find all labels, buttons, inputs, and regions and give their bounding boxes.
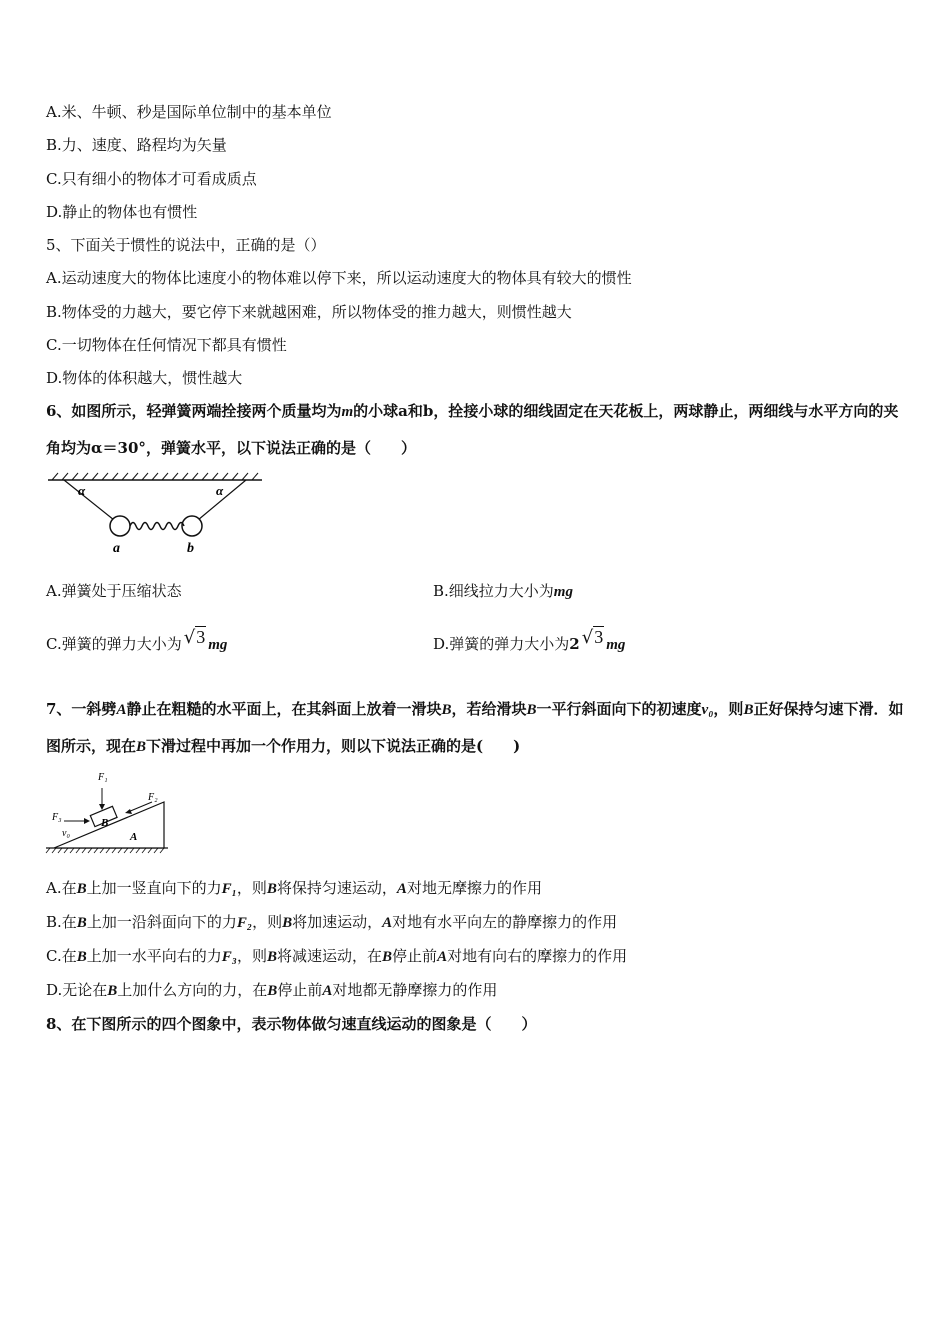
q6-spring-figure: [44, 470, 268, 556]
q7-option-d: D.无论在B上加什么方向的力，在B停止前A对地都无静摩擦力的作用: [46, 981, 498, 999]
label-a: A: [130, 831, 138, 843]
q5-option-b: B.物体受的力越大，要它停下来就越困难，所以物体受的推力越大，则惯性越大: [46, 303, 572, 321]
q7-incline-figure: [44, 766, 174, 856]
sqrt-symbol: √3: [581, 627, 604, 648]
alpha-left-label: α: [78, 483, 86, 498]
q6-stem: 6、如图所示，轻弹簧两端拴接两个质量均为m的小球a和b，拴接小球的细线固定在天花板上，两球静止，两细线与水平方向的夹角均为α＝30°，弹簧水平，以下说法正确的是（ ）: [46, 402, 899, 457]
q7-option-c: C.在B上加一水平向右的力F₃，则B将减速运动，在B停止前A对地有向右的摩擦力的作用: [46, 947, 628, 965]
q7-stem: 7、一斜劈A静止在粗糙的水平面上，在其斜面上放着一滑块B，若给滑块B一平行斜面向下的初速度v₀，则B正好保持匀速下滑．如图所示，现在B下滑过程中再加一个作用力，则以下说法正确的是( ): [46, 700, 904, 755]
q6-option-b: B.细线拉力大小为mg: [433, 582, 573, 600]
q6-option-a: A.弹簧处于压缩状态: [46, 582, 182, 600]
label-f3: F₃: [52, 812, 62, 823]
q5-stem: 5、下面关于惯性的说法中，正确的是（）: [46, 236, 326, 254]
q8-stem: 8、在下图所示的四个图象中，表示物体做匀速直线运动的图象是（ ）: [46, 1015, 537, 1033]
label-v0: v₀: [62, 828, 70, 839]
left-string: [64, 480, 114, 520]
ball-a-label: a: [113, 541, 120, 556]
ball-a: [110, 516, 130, 536]
spring: [130, 523, 184, 530]
q6-option-c: C.弹簧的弹力大小为 √3 mg: [46, 627, 228, 653]
label-f1: F₁: [98, 772, 108, 783]
q4-option-d: D.静止的物体也有惯性: [46, 203, 198, 221]
q7-option-b: B.在B上加一沿斜面向下的力F₂，则B将加速运动，A对地有水平向左的静摩擦力的作用: [46, 913, 618, 931]
alpha-right-label: α: [216, 483, 224, 498]
ball-b: [182, 516, 202, 536]
q5-option-d: D.物体的体积越大，惯性越大: [46, 369, 243, 387]
q6-option-d: D.弹簧的弹力大小为2 √3 mg: [433, 627, 626, 653]
q5-option-c: C.一切物体在任何情况下都具有惯性: [46, 336, 287, 354]
q4-option-a: A.米、牛顿、秒是国际单位制中的基本单位: [46, 103, 332, 121]
q5-option-a: A.运动速度大的物体比速度小的物体难以停下来，所以运动速度大的物体具有较大的惯性: [46, 269, 632, 287]
ball-b-label: b: [187, 541, 194, 556]
q4-option-c: C.只有细小的物体才可看成质点: [46, 170, 257, 188]
q7-option-a: A.在B上加一竖直向下的力F₁，则B将保持匀速运动，A对地无摩擦力的作用: [46, 879, 542, 897]
sqrt-symbol: √3: [183, 627, 206, 648]
q4-option-b: B.力、速度、路程均为矢量: [46, 136, 227, 154]
label-f2: F₂: [148, 792, 158, 803]
label-b: B: [101, 817, 109, 829]
